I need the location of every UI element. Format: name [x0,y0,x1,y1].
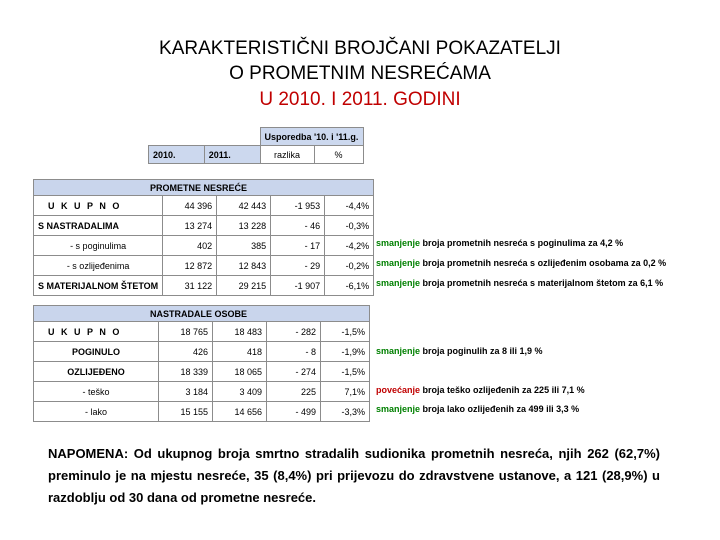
value-2010: 426 [159,342,213,362]
value-pct: -1,9% [321,342,370,362]
row-label: S NASTRADALIMA [34,216,163,236]
table-row [34,216,374,236]
value-diff: - 8 [267,342,321,362]
value-2011: 12 843 [217,256,271,276]
value-2010: 18 339 [159,362,213,382]
value-pct: -0,3% [325,216,374,236]
comment-fatal-accidents: smanjenje broja prometnih nesreća s poginulima za 4,2 % [376,238,624,248]
value-diff: 225 [267,382,321,402]
value-2010: 13 274 [163,216,217,236]
comment-seriously-injured: povećanje broja teško ozlijeđenih za 225 ili 7,1 % [376,385,585,395]
casualties-section-title: NASTRADALE OSOBE [34,306,370,322]
comment-lightly-injured: smanjenje broja lako ozlijeđenih za 499 ili 3,3 % [376,404,580,414]
comment-injury-accidents: smanjenje broja prometnih nesreća s ozlijeđenim osobama za 0,2 % [376,258,667,268]
value-2011: 18 065 [213,362,267,382]
value-diff: - 17 [271,236,325,256]
row-label: - lako [34,402,159,422]
title-line-1: KARAKTERISTIČNI BROJČANI POKAZATELJI [159,38,561,59]
col-pct-header: % [314,146,363,164]
comparison-heading: Usporedba '10. i '11.g. [260,128,363,146]
table-row [34,362,370,382]
accidents-section-title: PROMETNE NESREĆE [34,180,374,196]
value-diff: - 274 [267,362,321,382]
row-label: OZLIJEĐENO [34,362,159,382]
value-2010: 31 122 [163,276,217,296]
value-pct: -1,5% [321,322,370,342]
row-label: - s ozlijeđenima [34,256,163,276]
value-diff: -1 907 [271,276,325,296]
value-pct: -0,2% [325,256,374,276]
comment-killed: smanjenje broja poginulih za 8 ili 1,9 % [376,346,543,356]
value-pct: -6,1% [325,276,374,296]
table-row [34,322,370,342]
row-label: U K U P N O [34,322,159,342]
comparison-header-table [148,127,364,164]
row-label: S MATERIJALNOM ŠTETOM [34,276,163,296]
value-diff: - 46 [271,216,325,236]
value-2011: 418 [213,342,267,362]
comment-material-damage: smanjenje broja prometnih nesreća s materijalnom štetom za 6,1 % [376,278,664,288]
table-row [34,382,370,402]
value-diff: -1 953 [271,196,325,216]
value-pct: 7,1% [321,382,370,402]
value-2010: 15 155 [159,402,213,422]
value-2010: 18 765 [159,322,213,342]
row-label: - teško [34,382,159,402]
value-pct: -4,2% [325,236,374,256]
value-diff: - 29 [271,256,325,276]
value-2011: 14 656 [213,402,267,422]
value-2010: 3 184 [159,382,213,402]
table-row [34,342,370,362]
value-2011: 42 443 [217,196,271,216]
col-2010-header: 2010. [149,146,205,164]
casualties-table [33,305,370,422]
row-label: POGINULO [34,342,159,362]
value-pct: -1,5% [321,362,370,382]
value-2011: 29 215 [217,276,271,296]
col-diff-header: razlika [260,146,314,164]
row-label: U K U P N O [34,196,163,216]
table-row [34,402,370,422]
value-2010: 44 396 [163,196,217,216]
value-diff: - 499 [267,402,321,422]
title-line-2: O PROMETNIM NESREĆAMA [229,63,491,84]
table-row [34,276,374,296]
value-2010: 402 [163,236,217,256]
row-label: - s poginulima [34,236,163,256]
value-pct: -4,4% [325,196,374,216]
col-2011-header: 2011. [204,146,260,164]
value-2011: 18 483 [213,322,267,342]
table-row [34,256,374,276]
value-diff: - 282 [267,322,321,342]
note-paragraph: NAPOMENA: Od ukupnog broja smrtno stradalih sudionika prometnih nesreća, njih 262 (62,7%) preminulo je na mjestu nesreće, 35 (8,4%) pri prijevozu do zdravstvene ustanove, a 121 (28,9%) u razdoblju od 30 dana od prometne nesreće. [48,446,660,505]
table-row [34,236,374,256]
value-2011: 3 409 [213,382,267,402]
value-pct: -3,3% [321,402,370,422]
accidents-table [33,179,374,296]
table-row [34,196,374,216]
value-2011: 13 228 [217,216,271,236]
value-2010: 12 872 [163,256,217,276]
title-line-3: U 2010. I 2011. GODINI [259,89,461,110]
value-2011: 385 [217,236,271,256]
